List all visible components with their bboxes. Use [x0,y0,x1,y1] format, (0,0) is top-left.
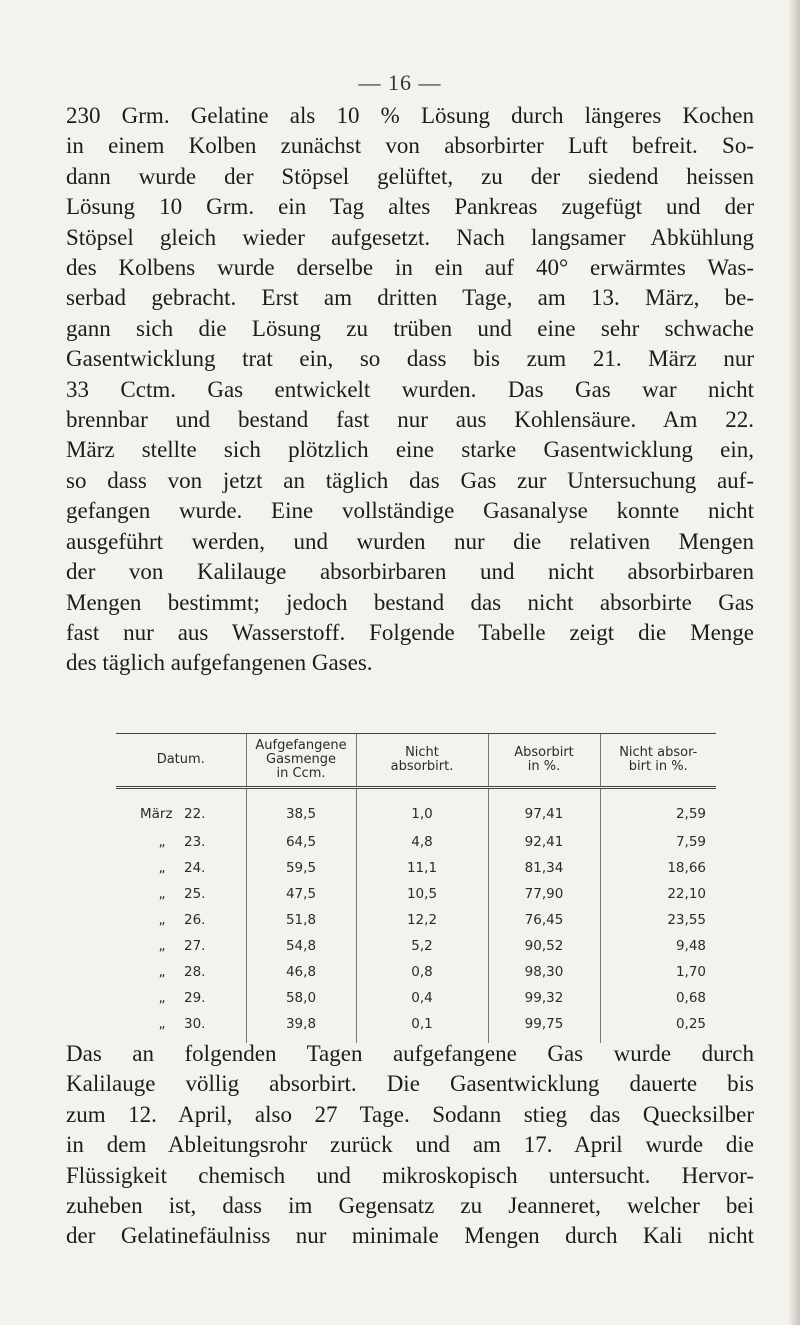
cell-absorbirt-pct: 97,41 [488,788,600,830]
cell-month: „ [158,834,166,850]
cell-nicht-absorbirt-pct: 0,68 [600,985,716,1011]
cell-nicht-absorbirt: 0,1 [356,1011,488,1043]
header-text: Nicht [405,745,439,760]
cell-day: 24. [184,860,206,876]
text-line: 33 Cctm. Gas entwickelt wurden. Das Gas war nicht [66,376,754,402]
cell-gasmenge: 46,8 [246,959,356,985]
text-line: der Gelatinefäulniss nur minimale Mengen durch Kali nicht [66,1223,754,1249]
text-line: Mengen bestimmt; jedoch bestand das nicht absorbirte Gas [66,589,754,615]
cell-absorbirt-pct: 99,75 [488,1011,600,1043]
header-text: birt in %. [628,759,688,774]
text-line: zum 12. April, also 27 Tage. Sodann stieg das Quecksilber [66,1101,754,1127]
cell-date [116,959,246,985]
cell-nicht-absorbirt-pct: 18,66 [600,855,716,881]
cell-day: 25. [184,886,206,902]
text-line: in einem Kolben zunächst von absorbirter Luft befreit. So- [66,133,754,159]
cell-nicht-absorbirt: 4,8 [356,829,488,855]
text-line: so dass von jetzt an täglich das Gas zur Untersuchung auf- [66,467,754,493]
cell-day: 22. [184,806,206,822]
cell-day: 28. [184,964,206,980]
cell-absorbirt-pct: 76,45 [488,907,600,933]
cell-day: 30. [184,1016,206,1032]
text-line: in dem Ableitungsrohr zurück und am 17. April wurde die [66,1132,754,1158]
cell-date [116,855,246,881]
cell-month: März [140,806,173,822]
table-row [116,959,716,985]
text-line: gann sich die Lösung zu trüben und eine sehr schwache [66,315,754,341]
text-line: Das an folgenden Tagen aufgefangene Gas wurde durch [66,1041,754,1066]
text-line: 230 Grm. Gelatine als 10 % Lösung durch längeres Kochen [66,103,754,128]
header-gasmenge [246,734,356,788]
cell-date [116,788,246,830]
table-row [116,985,716,1011]
table-row [116,907,716,933]
text-line: dann wurde der Stöpsel gelüftet, zu der siedend heissen [66,163,754,189]
cell-nicht-absorbirt: 12,2 [356,907,488,933]
header-nicht-absorbirt-pct [600,734,716,788]
header-absorbirt-pct [488,734,600,788]
cell-gasmenge: 47,5 [246,881,356,907]
cell-gasmenge: 64,5 [246,829,356,855]
cell-gasmenge: 51,8 [246,907,356,933]
cell-day: 27. [184,938,206,954]
text-line: der von Kalilauge absorbirbaren und nicht absorbirbaren [66,559,754,585]
paragraph-conclusion [66,1039,754,1252]
cell-date [116,829,246,855]
header-text: absorbirt. [390,759,454,774]
cell-absorbirt-pct: 92,41 [488,829,600,855]
cell-day: 26. [184,912,206,928]
cell-gasmenge: 58,0 [246,985,356,1011]
text-line: Lösung 10 Grm. ein Tag altes Pankreas zugefügt und der [66,194,754,220]
header-datum [116,734,246,788]
cell-day: 23. [184,834,206,850]
cell-absorbirt-pct: 98,30 [488,959,600,985]
cell-nicht-absorbirt-pct: 1,70 [600,959,716,985]
cell-date [116,881,246,907]
cell-date [116,933,246,959]
text-line: des Kolbens wurde derselbe in ein auf 40° erwärmtes Was- [66,255,754,281]
cell-absorbirt-pct: 77,90 [488,881,600,907]
cell-day: 29. [184,990,206,1006]
cell-nicht-absorbirt-pct: 9,48 [600,933,716,959]
cell-nicht-absorbirt: 0,4 [356,985,488,1011]
cell-month: „ [158,1016,166,1032]
cell-absorbirt-pct: 99,32 [488,985,600,1011]
text-line: März stellte sich plötzlich eine starke Gasentwicklung ein, [66,437,754,463]
cell-month: „ [158,938,166,954]
header-text: in Ccm. [276,766,326,781]
paragraph-intro [66,101,754,679]
table-row [116,933,716,959]
cell-nicht-absorbirt: 1,0 [356,788,488,830]
text-line: serbad gebracht. Erst am dritten Tage, am 13. März, be- [66,285,754,311]
cell-nicht-absorbirt-pct: 0,25 [600,1011,716,1043]
page-number: — 16 — [358,70,442,95]
text-line: Gasentwicklung trat ein, so dass bis zum 21. März nur [66,346,754,372]
gas-measurement-table [116,733,716,1043]
cell-date [116,985,246,1011]
text-line: brennbar und bestand fast nur aus Kohlensäure. Am 22. [66,407,754,433]
cell-gasmenge: 38,5 [246,788,356,830]
table-row [116,829,716,855]
table-row [116,881,716,907]
text-line: Kalilauge völlig absorbirt. Die Gasentwicklung dauerte bis [66,1071,754,1097]
cell-nicht-absorbirt-pct: 2,59 [600,788,716,830]
header-text: Gasmenge [266,752,336,767]
header-text: Nicht absor- [619,745,698,760]
text-line: Stöpsel gleich wieder aufgesetzt. Nach langsamer Abkühlung [66,224,754,250]
cell-nicht-absorbirt-pct: 23,55 [600,907,716,933]
header-text: in %. [527,759,561,774]
cell-nicht-absorbirt: 10,5 [356,881,488,907]
cell-date [116,907,246,933]
table-header-row [116,734,716,788]
cell-absorbirt-pct: 81,34 [488,855,600,881]
cell-nicht-absorbirt: 11,1 [356,855,488,881]
cell-month: „ [158,912,166,928]
cell-gasmenge: 39,8 [246,1011,356,1043]
text-line: fast nur aus Wasserstoff. Folgende Tabelle zeigt die Menge [66,619,754,645]
cell-nicht-absorbirt: 0,8 [356,959,488,985]
cell-gasmenge: 54,8 [246,933,356,959]
text-line: des täglich aufgefangenen Gases. [66,650,373,676]
cell-absorbirt-pct: 90,52 [488,933,600,959]
cell-month: „ [158,886,166,902]
cell-month: „ [158,964,166,980]
cell-gasmenge: 59,5 [246,855,356,881]
page-edge-shadow [788,0,800,1325]
text-line: gefangen wurde. Eine vollständige Gasanalyse konnte nicht [66,498,754,524]
text-line: zuheben ist, dass im Gegensatz zu Jeanneret, welcher bei [66,1193,754,1219]
table-row [116,855,716,881]
cell-month: „ [158,990,166,1006]
cell-nicht-absorbirt-pct: 7,59 [600,829,716,855]
header-text: Absorbirt [514,745,574,760]
cell-nicht-absorbirt-pct: 22,10 [600,881,716,907]
cell-nicht-absorbirt: 5,2 [356,933,488,959]
text-line: Flüssigkeit chemisch und mikroskopisch untersucht. Hervor- [66,1162,754,1188]
table-body [116,788,716,1044]
text-line: ausgeführt werden, und wurden nur die relativen Mengen [66,528,754,554]
header-text: Aufgefangene [255,738,347,753]
cell-month: „ [158,860,166,876]
header-text: Datum. [156,752,205,767]
table-row [116,788,716,830]
header-nicht-absorbirt [356,734,488,788]
